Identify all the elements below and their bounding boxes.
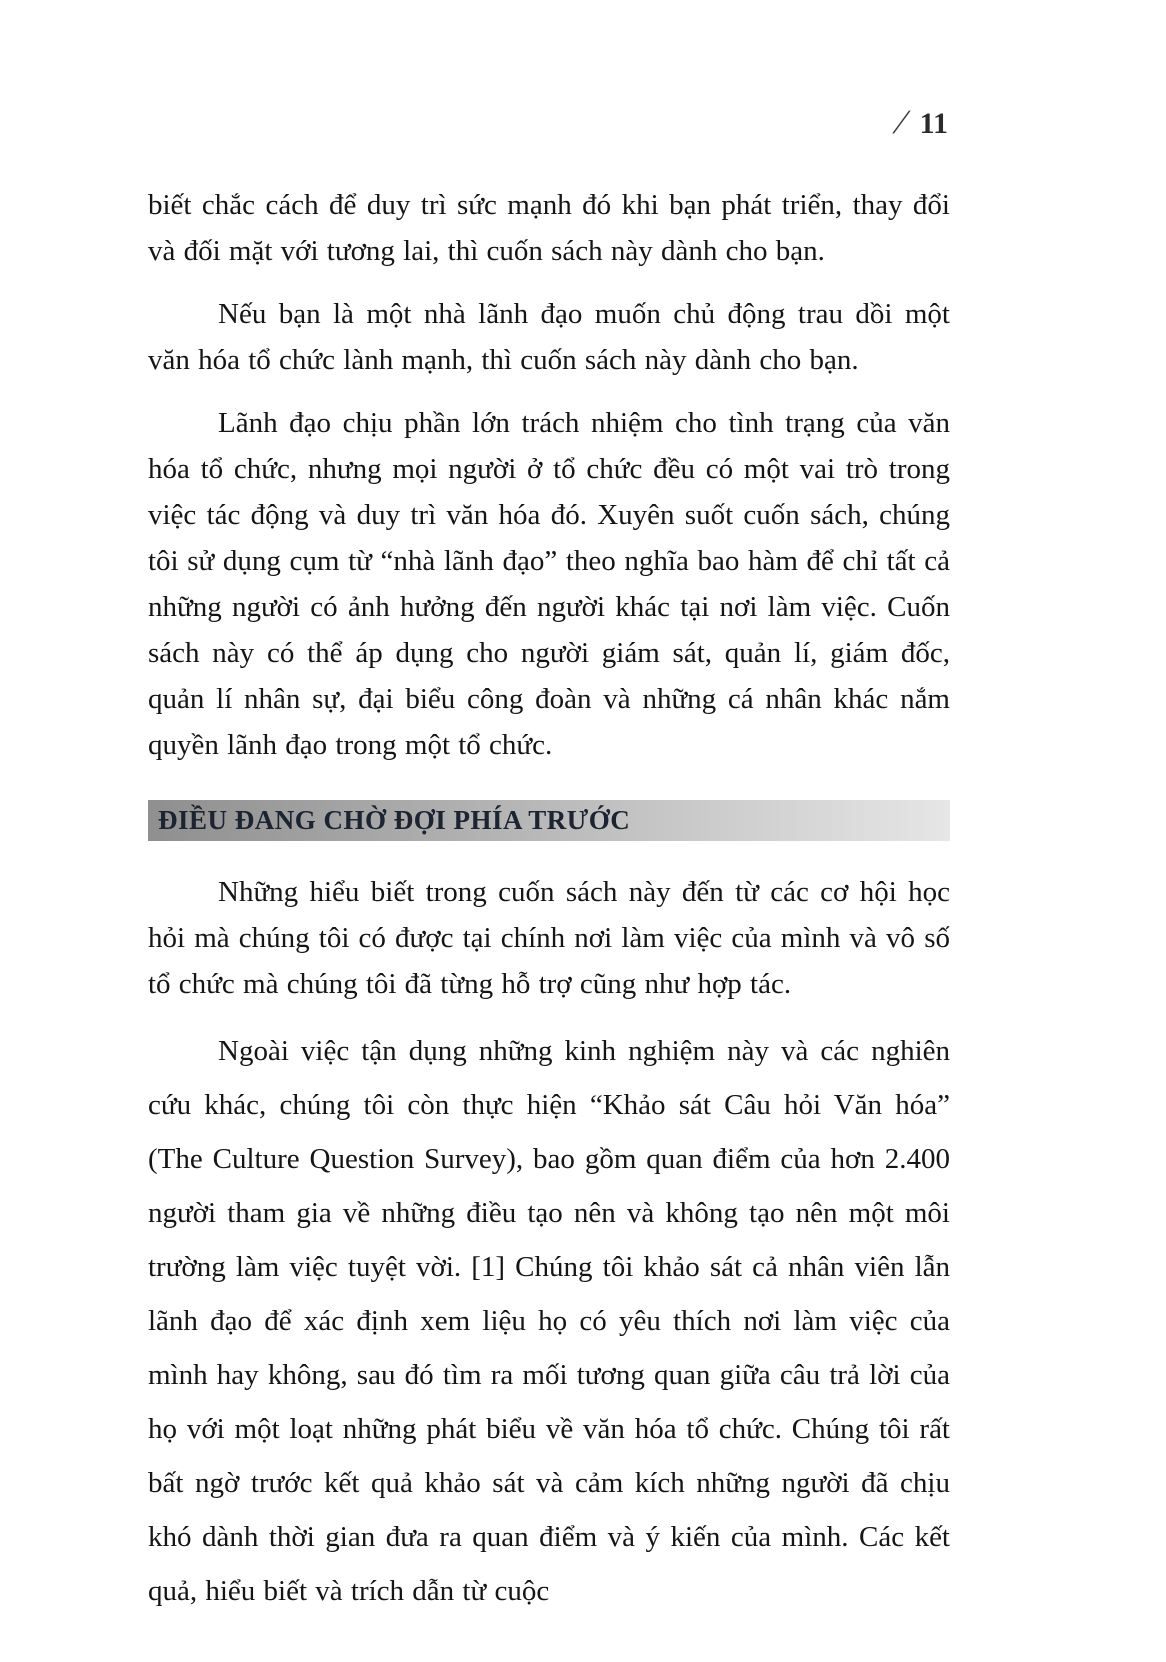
- paragraph: biết chắc cách để duy trì sức mạnh đó khi bạn phát triển, thay đổi và đối mặt với tương lai, thì cuốn sách này dành cho bạn.: [148, 189, 950, 267]
- paragraph: Ngoài việc tận dụng những kinh nghiệm này và các nghiên cứu khác, chúng tôi còn thực hiện “Khảo sát Câu hỏi Văn hóa” (The Culture Question Survey), bao gồm quan điểm của hơn 2.400 người tham gia về những điều tạo nên và không tạo nên một môi trường làm việc tuyệt vời. [1] Chúng tôi khảo sát cả nhân viên lẫn lãnh đạo để xác định xem liệu họ có yêu thích nơi làm việc của mình hay không, sau đó tìm ra mối tương quan giữa câu trả lời của họ với một loạt những phát biểu về văn hóa tổ chức. Chúng tôi rất bất ngờ trước kết quả khảo sát và cảm kích những người đã chịu khó dành thời gian đưa ra quan điểm và ý kiến của mình. Các kết quả, hiểu biết và trích dẫn từ cuộc: [148, 1035, 950, 1607]
- page-number: 11: [919, 107, 948, 140]
- section-heading-bar: [148, 800, 950, 841]
- page-content: [148, 182, 950, 1618]
- page-number-slash: /: [892, 104, 910, 141]
- paragraph: Nếu bạn là một nhà lãnh đạo muốn chủ động trau dồi một văn hóa tổ chức lành mạnh, thì cuốn sách này dành cho bạn.: [148, 298, 950, 376]
- paragraph: Những hiểu biết trong cuốn sách này đến từ các cơ hội học hỏi mà chúng tôi có được tại chính nơi làm việc của mình và vô số tổ chức mà chúng tôi đã từng hỗ trợ cũng như hợp tác.: [148, 876, 950, 1000]
- page-header: [892, 104, 948, 142]
- paragraph: Lãnh đạo chịu phần lớn trách nhiệm cho tình trạng của văn hóa tổ chức, nhưng mọi người ở tổ chức đều có một vai trò trong việc tác động và duy trì văn hóa đó. Xuyên suốt cuốn sách, chúng tôi sử dụng cụm từ “nhà lãnh đạo” theo nghĩa bao hàm để chỉ tất cả những người có ảnh hưởng đến người khác tại nơi làm việc. Cuốn sách này có thể áp dụng cho người giám sát, quản lí, giám đốc, quản lí nhân sự, đại biểu công đoàn và những cá nhân khác nắm quyền lãnh đạo trong một tổ chức.: [148, 407, 950, 761]
- section-heading: ĐIỀU ĐANG CHỜ ĐỢI PHÍA TRƯỚC: [158, 805, 631, 835]
